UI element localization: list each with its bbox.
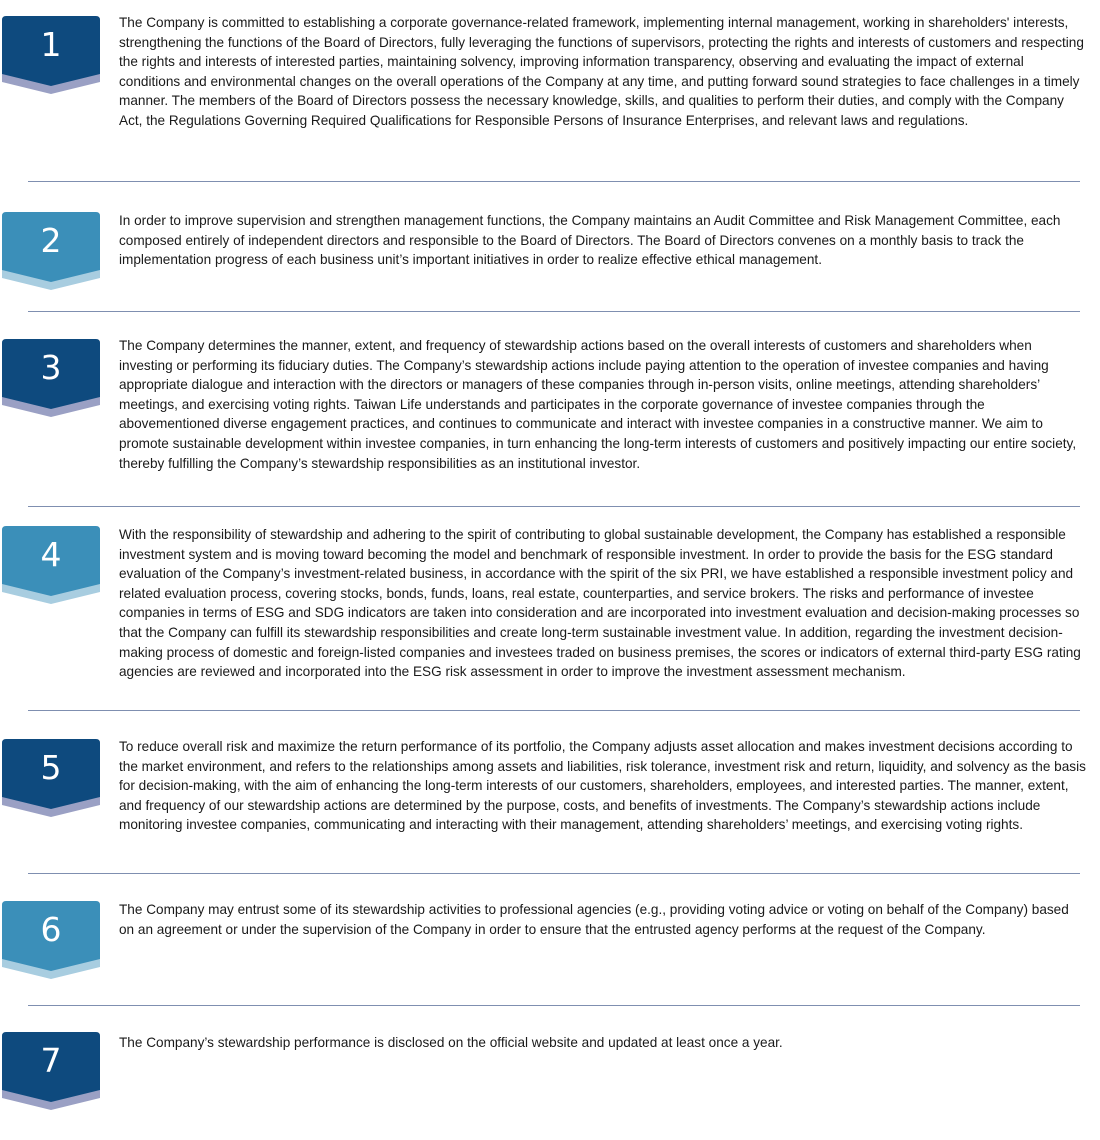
section-divider xyxy=(28,873,1080,874)
item-text: With the responsibility of stewardship and adhering to the spirit of contributing to global sustainable development, the Company has established a responsible investment system and is moving toward becoming the model and benchmark of responsible investment. In order to provide the basis for the ESG standard evaluation of the Company’s investment-related business, in accordance with the spirit of the six PRI, we have established a responsible investment policy and related evaluation process, covering stocks, bonds, funds, loans, real estate, counterparties, and service brokers. The risks and performance of investee companies in terms of ESG and SDG indicators are taken into consideration and are incorporated into investment evaluation and decision-making processes so that the Company can fulfill its stewardship responsibilities and create long-term sustainable investment value. In addition, regarding the investment decision-making process of domestic and foreign-listed companies and investees traded on business premises, the scores or indicators of external third-party ESG rating agencies are reviewed and incorporated into the ESG risk assessment in order to improve the investment assessment mechanism. xyxy=(119,527,1081,680)
item-text: In order to improve supervision and strengthen management functions, the Company maintains an Audit Committee and Risk Management Committee, each composed entirely of independent directors and responsible to the Board of Directors. The Board of Directors convenes on a monthly basis to track the implementation progress of each business unit’s important initiatives in order to realize effective ethical management. xyxy=(119,213,1061,268)
section-divider xyxy=(28,506,1080,507)
number-badge-4 xyxy=(2,526,100,604)
badge-number: 2 xyxy=(40,221,62,260)
number-badge-7 xyxy=(2,1032,100,1110)
section-divider xyxy=(28,181,1080,182)
badge-number: 3 xyxy=(40,348,62,387)
number-badge-2 xyxy=(2,212,100,290)
number-badge-1 xyxy=(2,16,100,94)
badge-number: 7 xyxy=(40,1041,62,1080)
badge-number: 5 xyxy=(40,748,62,787)
badge-number: 1 xyxy=(40,25,62,64)
item-text: To reduce overall risk and maximize the return performance of its portfolio, the Company adjusts asset allocation and makes investment decisions according to the market environment, and refers to the relationships among assets and liabilities, risk tolerance, investment risk and return, liquidity, and solvency as the basis for decision-making, with the aim of enhancing the long-term interests of our customers, shareholders, employees, and interested parties. The manner, extent, and frequency of our stewardship actions are determined by the purpose, costs, and benefits of investments. The Company’s stewardship actions include monitoring investee companies, communicating and interacting with their management, attending shareholders’ meetings, and exercising voting rights. xyxy=(119,739,1086,833)
section-divider xyxy=(28,710,1080,711)
badge-number: 6 xyxy=(40,910,62,949)
item-text: The Company determines the manner, extent, and frequency of stewardship actions based on the overall interests of customers and shareholders when investing or performing its fiduciary duties. The Company’s stewardship actions include paying attention to the operation of investee companies and having appropriate dialogue and interaction with the directors or managers of these companies through in-person visits, online meetings, attending shareholders’ meetings, and exercising voting rights. Taiwan Life understands and participates in the corporate governance of investee companies through the abovementioned diverse engagement practices, and continues to communicate and interact with investee companies in a constructive manner. We aim to promote sustainable development within investee companies, in turn enhancing the long-term interests of customers and positively impacting our entire society, thereby fulfilling the Company’s stewardship responsibilities as an institutional investor. xyxy=(119,338,1077,471)
item-text: The Company’s stewardship performance is disclosed on the official website and updated at least once a year. xyxy=(119,1035,783,1050)
item-text: The Company may entrust some of its stewardship activities to professional agencies (e.g., providing voting advice or voting on behalf of the Company) based on an agreement or under the supervision of the Company in order to ensure that the entrusted agency performs at the request of the Company. xyxy=(119,902,1069,937)
section-divider xyxy=(28,1005,1080,1006)
number-badge-6 xyxy=(2,901,100,979)
number-badge-5 xyxy=(2,739,100,817)
number-badge-3 xyxy=(2,339,100,417)
item-text: The Company is committed to establishing a corporate governance-related framework, implementing internal management, working in shareholders' interests, strengthening the functions of the Board of Directors, fully leveraging the functions of supervisors, protecting the rights and interests of customers and respecting the rights and interests of interested parties, maintaining solvency, improving information transparency, observing and evaluating the impact of external conditions and environmental changes on the overall operations of the Company at any time, and putting forward sound strategies to face challenges in a timely manner. The members of the Board of Directors possess the necessary knowledge, skills, and qualities to perform their duties, and comply with the Company Act, the Regulations Governing Required Qualifications for Responsible Persons of Insurance Enterprises, and relevant laws and regulations. xyxy=(119,15,1084,128)
badge-number: 4 xyxy=(40,535,62,574)
section-divider xyxy=(28,311,1080,312)
